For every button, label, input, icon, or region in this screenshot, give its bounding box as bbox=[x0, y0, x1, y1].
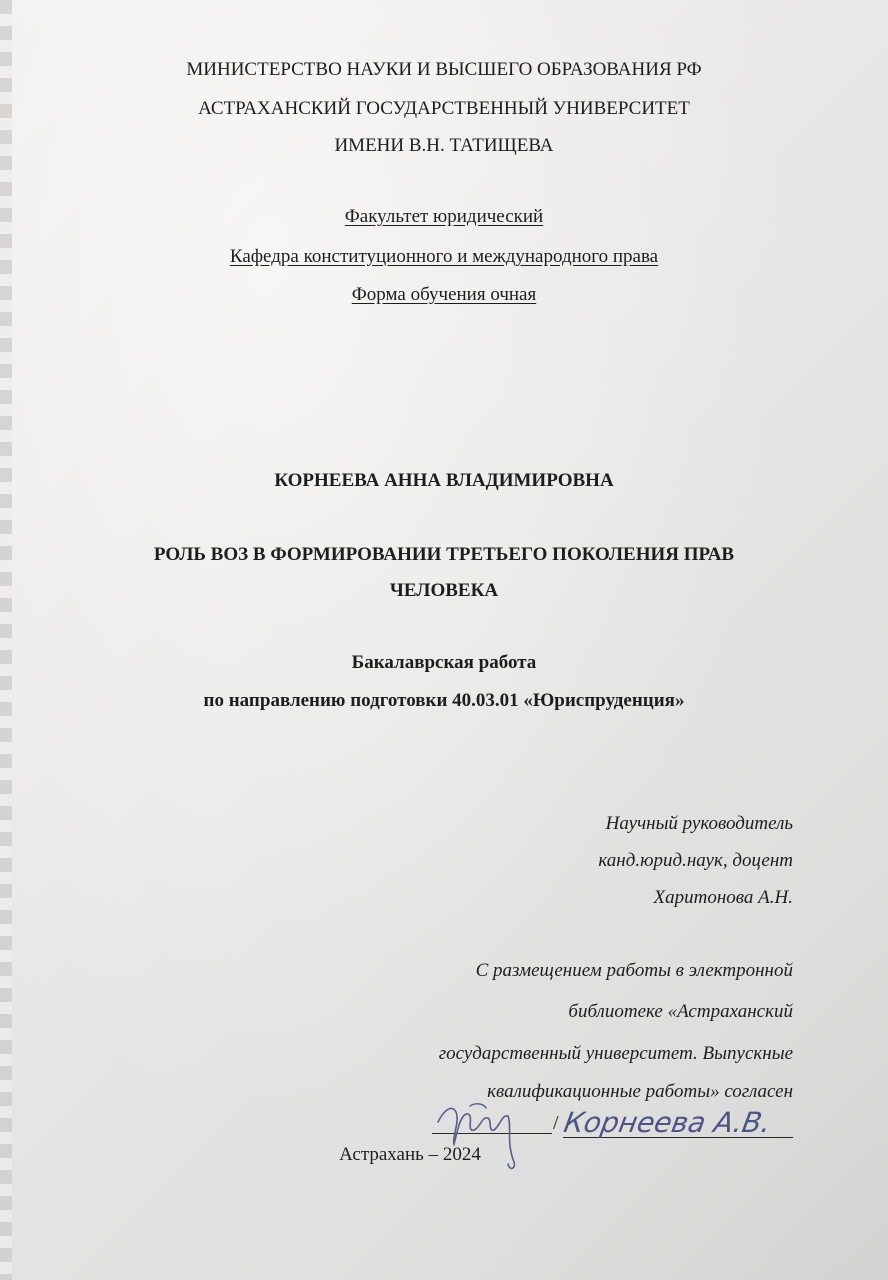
supervisor-name: Харитонова А.Н. bbox=[653, 887, 793, 908]
thesis-title-line2: ЧЕЛОВЕКА bbox=[389, 580, 499, 601]
handwritten-name-text: Корнеева А.В. bbox=[561, 1106, 774, 1139]
department-label: Кафедра конституционного и международного права bbox=[229, 246, 659, 267]
signature-separator: / bbox=[553, 1112, 559, 1134]
author-name: КОРНЕЕВА АННА ВЛАДИМИРОВНА bbox=[274, 470, 614, 491]
study-form-label: Форма обучения очная bbox=[351, 284, 537, 305]
ministry-line: МИНИСТЕРСТВО НАУКИ И ВЫСШЕГО ОБРАЗОВАНИЯ РФ bbox=[186, 59, 702, 80]
work-type: Бакалаврская работа bbox=[351, 652, 537, 673]
consent-line2: библиотеке «Астраханский bbox=[568, 1001, 793, 1022]
city-year: Астрахань – 2024 bbox=[339, 1144, 481, 1165]
binding-edge bbox=[0, 0, 12, 1280]
study-direction: по направлению подготовки 40.03.01 «Юриспруденция» bbox=[203, 690, 685, 711]
university-name-line: ИМЕНИ В.Н. ТАТИЩЕВА bbox=[334, 135, 554, 156]
supervisor-label: Научный руководитель bbox=[605, 813, 793, 834]
supervisor-degree: канд.юрид.наук, доцент bbox=[598, 850, 793, 871]
faculty-label: Факультет юридический bbox=[344, 206, 544, 227]
consent-line1: С размещением работы в электронной bbox=[475, 960, 793, 981]
consent-line4: квалификационные работы» согласен bbox=[487, 1081, 793, 1102]
handwritten-name bbox=[561, 1096, 785, 1146]
thesis-title-line1: РОЛЬ ВОЗ В ФОРМИРОВАНИИ ТРЕТЬЕГО ПОКОЛЕНИЯ ПРАВ bbox=[153, 544, 735, 565]
consent-line3: государственный университет. Выпускные bbox=[438, 1043, 793, 1064]
university-line: АСТРАХАНСКИЙ ГОСУДАРСТВЕННЫЙ УНИВЕРСИТЕТ bbox=[198, 98, 690, 119]
